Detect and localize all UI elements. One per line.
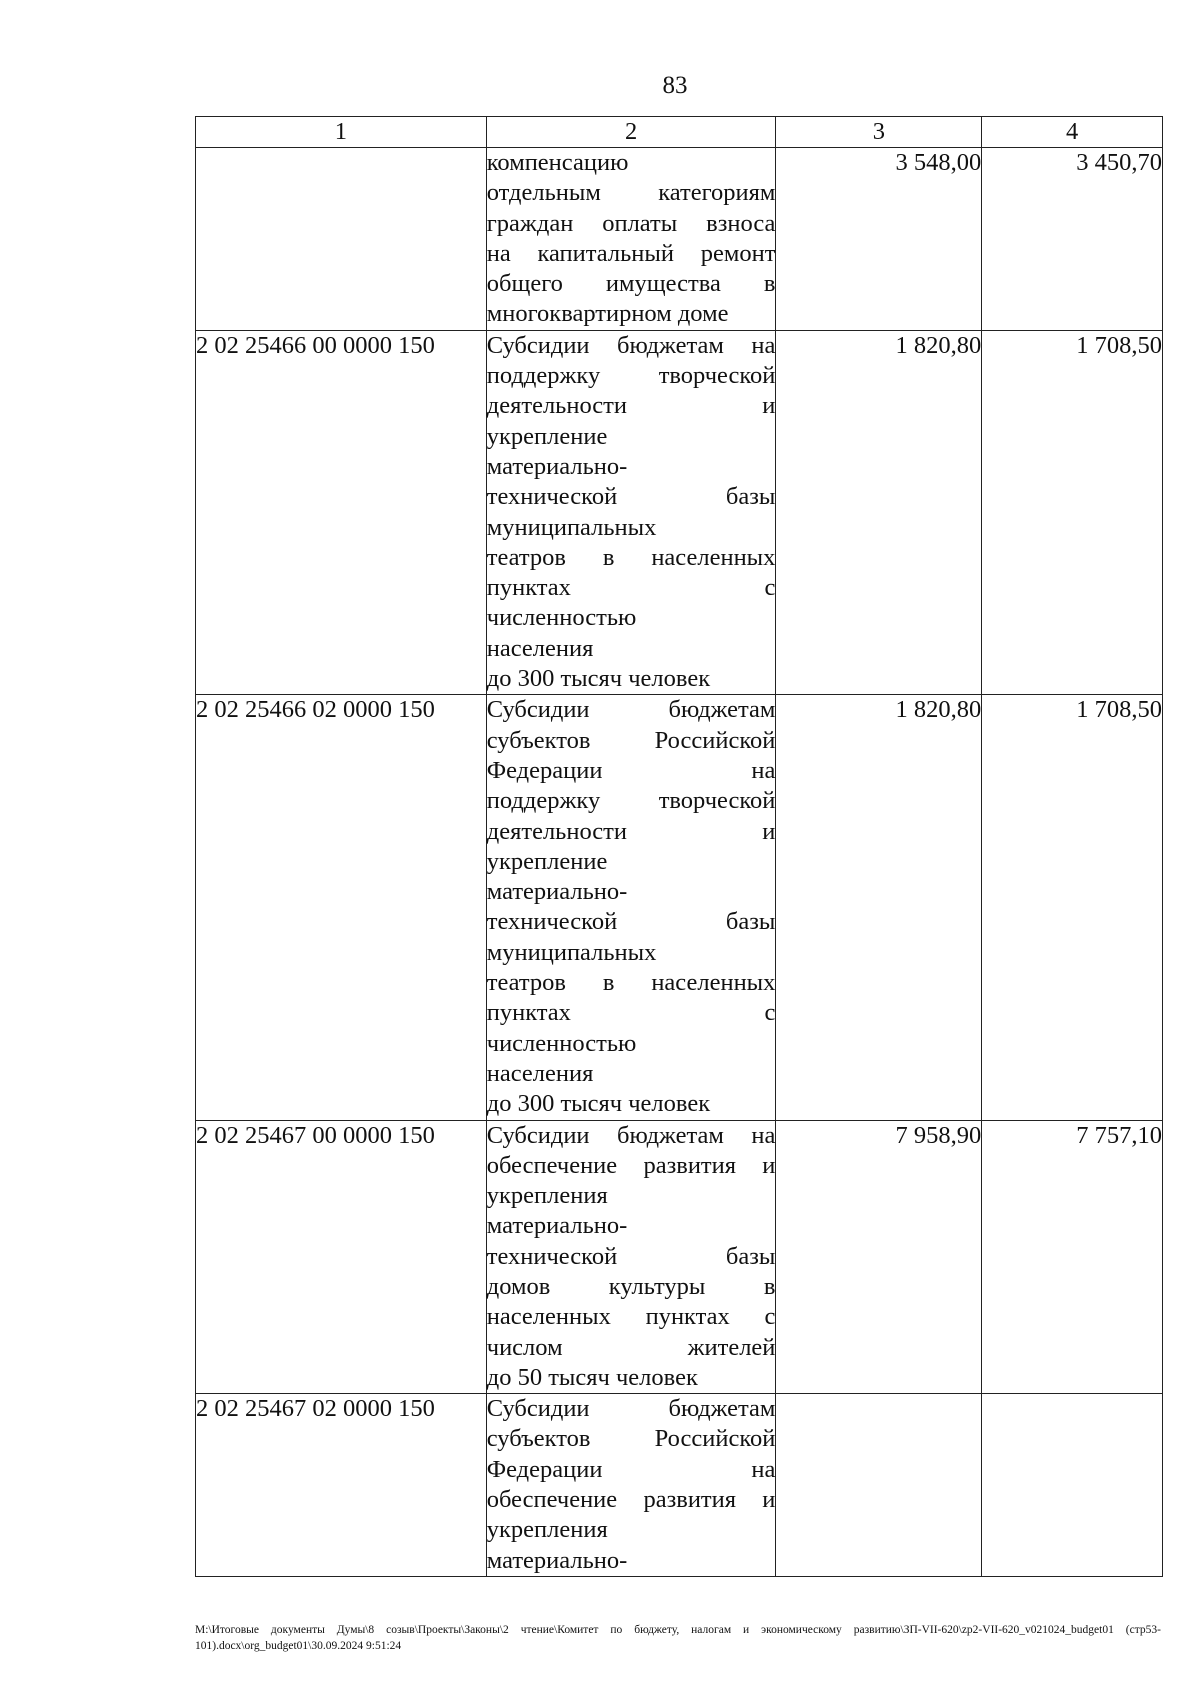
description-line: укрепления <box>486 1182 608 1210</box>
amount-col-3 <box>776 1394 982 1577</box>
description-line: Федерации на <box>486 1455 776 1483</box>
table-row <box>196 148 1163 331</box>
description-line: пунктах с <box>486 999 776 1027</box>
description-line: муниципальных <box>486 513 657 541</box>
description-cell <box>486 1120 776 1394</box>
amount-col-4: 1 708,50 <box>982 695 1163 1120</box>
header-col-3: 3 <box>776 117 982 148</box>
description-line: до 300 тысяч человек <box>486 1090 711 1118</box>
table-header <box>196 117 1163 148</box>
budget-code-cell: 2 02 25467 00 0000 150 <box>196 1120 487 1394</box>
description-line: Федерации на <box>486 756 776 784</box>
description-line: населения <box>486 1059 594 1087</box>
amount-col-3: 7 958,90 <box>776 1120 982 1394</box>
description-line: домов культуры в <box>486 1272 776 1300</box>
budget-code-cell: 2 02 25467 02 0000 150 <box>196 1394 487 1577</box>
description-line: обеспечение развития и <box>486 1151 776 1179</box>
amount-col-4: 3 450,70 <box>982 148 1163 331</box>
budget-code-cell: 2 02 25466 02 0000 150 <box>196 695 487 1120</box>
table-row <box>196 1120 1163 1394</box>
table-body <box>196 148 1163 1577</box>
description-line: до 50 тысяч человек <box>486 1363 698 1391</box>
description-line: укрепление <box>486 847 608 875</box>
description-line: населенных пунктах с <box>486 1303 776 1331</box>
description-line: численностью <box>486 1029 637 1057</box>
amount-col-4: 7 757,10 <box>982 1120 1163 1394</box>
description-line: Субсидии бюджетам на <box>486 331 776 359</box>
budget-code-cell: 2 02 25466 00 0000 150 <box>196 330 487 695</box>
description-line: отдельным категориям <box>486 179 776 207</box>
description-line: деятельности и <box>486 817 776 845</box>
header-row <box>196 117 1163 148</box>
description-line: технической базы <box>486 483 776 511</box>
header-col-1: 1 <box>196 117 487 148</box>
description-line: населения <box>486 634 594 662</box>
description-line: Субсидии бюджетам на <box>486 1121 776 1149</box>
amount-col-4: 1 708,50 <box>982 330 1163 695</box>
table-row <box>196 330 1163 695</box>
description-line: технической базы <box>486 908 776 936</box>
description-line: субъектов Российской <box>486 1425 776 1453</box>
description-line: пунктах с <box>486 574 776 602</box>
description-line: театров в населенных <box>486 969 776 997</box>
description-line: Субсидии бюджетам <box>486 696 776 724</box>
description-line: укрепления <box>486 1516 608 1544</box>
description-line: материально- <box>486 878 628 906</box>
description-line: поддержку творческой <box>486 362 776 390</box>
description-line: материально- <box>486 452 628 480</box>
description-line: граждан оплаты взноса <box>486 209 776 237</box>
file-path-footer: M:\Итоговые документы Думы\8 созыв\Проекты\Законы\2 чтение\Комитет по бюджету, налогам и экономическому развитию\ЗП-VII-620\zp2-VII-620_v021024_budget01 (стр53-101).docx\org_budget01\30.09.2024 9:51:24 <box>195 1624 1161 1652</box>
page-number: 83 <box>662 72 688 99</box>
description-line: муниципальных <box>486 938 657 966</box>
table-row <box>196 695 1163 1120</box>
description-line: общего имущества в <box>486 270 776 298</box>
amount-col-4 <box>982 1394 1163 1577</box>
description-line: численностью <box>486 604 637 632</box>
description-line: деятельности и <box>486 392 776 420</box>
description-line: материально- <box>486 1546 628 1574</box>
description-cell <box>486 148 776 331</box>
description-cell <box>486 330 776 695</box>
description-line: поддержку творческой <box>486 787 776 815</box>
description-line: числом жителей <box>486 1333 776 1361</box>
budget-code-cell <box>196 148 487 331</box>
description-line: материально- <box>486 1212 628 1240</box>
description-line: театров в населенных <box>486 543 776 571</box>
amount-col-3: 1 820,80 <box>776 695 982 1120</box>
description-line: Субсидии бюджетам <box>486 1395 776 1423</box>
header-col-4: 4 <box>982 117 1163 148</box>
description-line: на капитальный ремонт <box>486 239 776 267</box>
description-line: обеспечение развития и <box>486 1486 776 1514</box>
description-line: укрепление <box>486 422 608 450</box>
description-line: многоквартирном доме <box>486 300 729 328</box>
description-cell <box>486 1394 776 1577</box>
description-line: субъектов Российской <box>486 726 776 754</box>
description-line: технической базы <box>486 1242 776 1270</box>
description-line: компенсацию <box>486 149 629 176</box>
header-col-2: 2 <box>486 117 776 148</box>
amount-col-3: 3 548,00 <box>776 148 982 331</box>
description-cell <box>486 695 776 1120</box>
budget-table <box>195 116 1163 1577</box>
amount-col-3: 1 820,80 <box>776 330 982 695</box>
description-line: до 300 тысяч человек <box>486 665 711 693</box>
table-row <box>196 1394 1163 1577</box>
